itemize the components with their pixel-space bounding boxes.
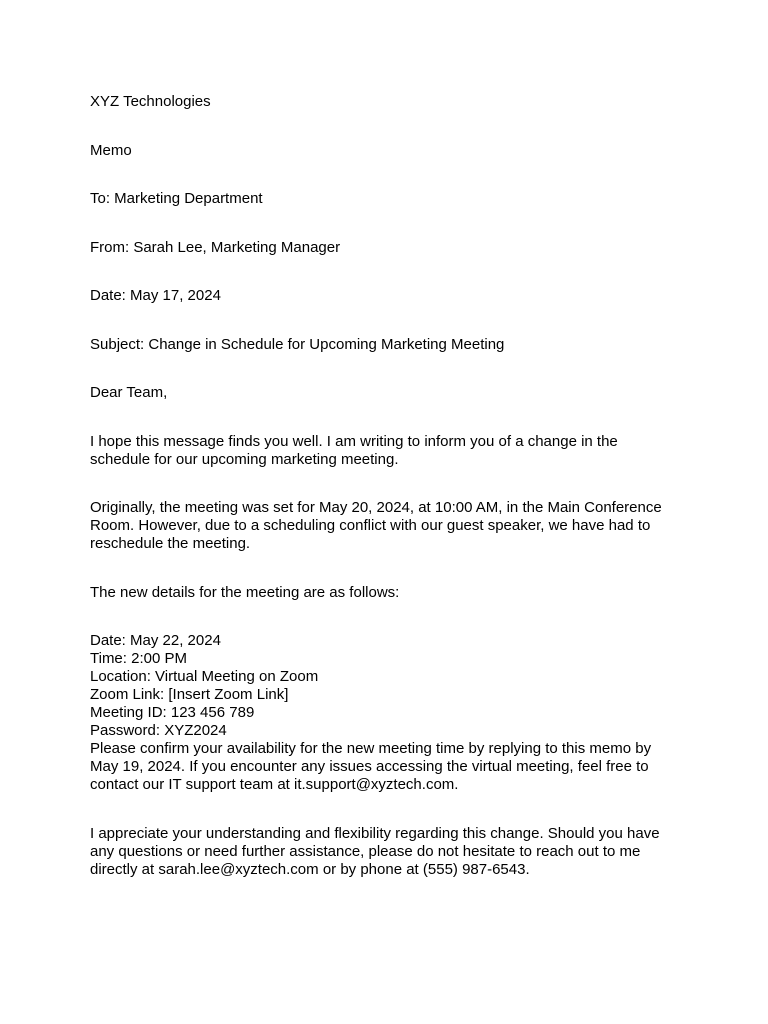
details-time: Time: 2:00 PM bbox=[90, 650, 187, 667]
memo-page bbox=[90, 93, 680, 909]
details-zoom-link: Zoom Link: [Insert Zoom Link] bbox=[90, 686, 289, 703]
memo-from: From: Sarah Lee, Marketing Manager bbox=[90, 238, 341, 256]
document-type: Memo bbox=[90, 141, 132, 159]
body-paragraph-intro: I hope this message finds you well. I am writing to inform you of a change in the schedule for our upcoming marketing meeting. bbox=[90, 432, 622, 468]
memo-to: To: Marketing Department bbox=[90, 190, 263, 207]
details-location: Location: Virtual Meeting on Zoom bbox=[90, 668, 319, 685]
memo-date: Date: May 17, 2024 bbox=[90, 287, 221, 304]
memo-subject: Subject: Change in Schedule for Upcoming Marketing Meeting bbox=[90, 335, 505, 353]
greeting: Dear Team, bbox=[90, 384, 168, 401]
details-date: Date: May 22, 2024 bbox=[90, 632, 221, 649]
body-paragraph-original-schedule: Originally, the meeting was set for May 20, 2024, at 10:00 AM, in the Main Conference Room. However, due to a scheduling conflict with our guest speaker, we have had to reschedule the meeting. bbox=[90, 499, 666, 552]
body-paragraph-new-details-intro: The new details for the meeting are as follows: bbox=[90, 583, 400, 601]
details-password: Password: XYZ2024 bbox=[90, 722, 227, 739]
company-name: XYZ Technologies bbox=[90, 93, 211, 110]
meeting-details bbox=[90, 632, 680, 794]
body-paragraph-closing: I appreciate your understanding and flexibility regarding this change. Should you have any questions or need further assistance, please do not hesitate to reach out to me directly at sarah.lee@xyztech.com or by phone at (555) 987-6543. bbox=[90, 824, 664, 878]
details-meeting-id: Meeting ID: 123 456 789 bbox=[90, 704, 255, 721]
details-confirmation: Please confirm your availability for the new meeting time by replying to this memo by May 19, 2024. If you encounter any issues accessing the virtual meeting, feel free to contact our IT support team at it.support@xyztech.com. bbox=[90, 740, 652, 793]
